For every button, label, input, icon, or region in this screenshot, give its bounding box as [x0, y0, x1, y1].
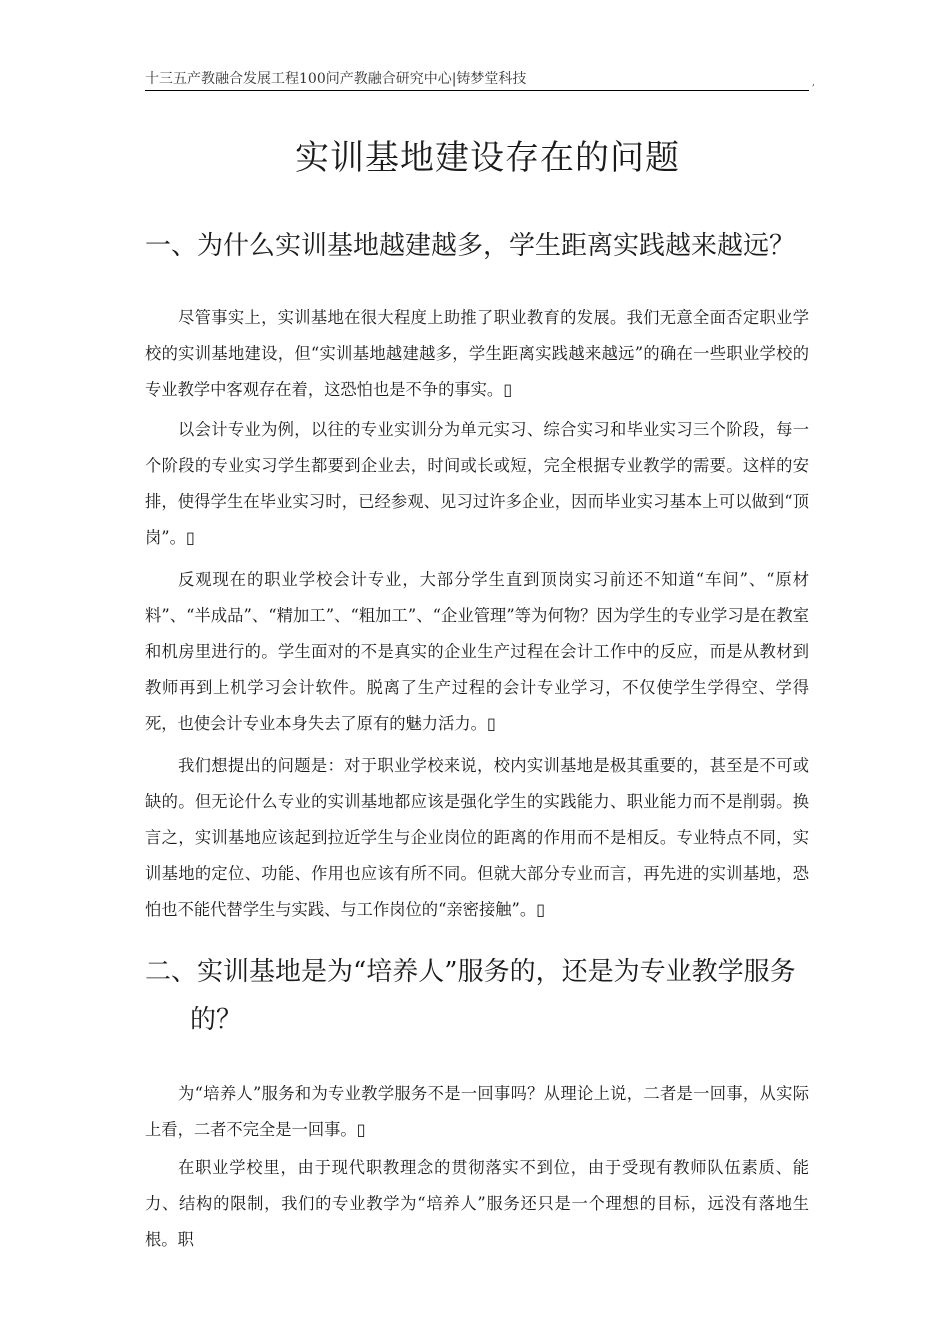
- paragraph: [145, 412, 809, 556]
- paragraph-text: 尽管事实上，实训基地在很大程度上助推了职业教育的发展。我们无意全面否定职业学校的实训基地建设，但“实训基地越建越多，学生距离实践越来越远”的确在一些职业学校的专业教学中客观存在着，这恐怕也是不争的事实。: [145, 308, 809, 399]
- paragraph-text: 反观现在的职业学校会计专业，大部分学生直到顶岗实习前还不知道“车间”、“原材料”、“半成品”、“精加工”、“粗加工”、“企业管理”等为何物？因为学生的专业学习是在教室和机房里进行的。学生面对的不是真实的企业生产过程在会计工作中的反应，而是从教材到教师再到上机学习会计软件。脱离了生产过程的会计专业学习，不仅使学生学得空、学得死，也使会计专业本身失去了原有的魅力活力。: [145, 570, 809, 733]
- paragraph: [145, 300, 809, 408]
- document-title: 实训基地建设存在的问题: [295, 138, 680, 178]
- paragraph-text: 以会计专业为例，以往的专业实训分为单元实习、综合实习和毕业实习三个阶段，每一个阶段的专业实习学生都要到企业去，时间或长或短，完全根据专业教学的需要。这样的安排，使得学生在毕业实习时，已经参观、见习过许多企业，因而毕业实习基本上可以做到“顶岗”。: [145, 420, 809, 547]
- header-text: 十三五产教融合发展工程100问产教融合研究中心|铸梦堂科技: [145, 71, 527, 87]
- section-2-heading-line1: 二、实训基地是为“培养人”服务的，还是为专业教学服务: [145, 957, 796, 987]
- page-header: [145, 68, 815, 91]
- paragraph-mark: ▯: [503, 380, 513, 399]
- section-2-heading-line2: 的？: [190, 1005, 243, 1035]
- paragraph: [145, 562, 809, 742]
- paragraph-text: 我们想提出的问题是：对于职业学校来说，校内实训基地是极其重要的，甚至是不可或缺的。但无论什么专业的实训基地都应该是强化学生的实践能力、职业能力而不是削弱。换言之，实训基地应该起到拉近学生与企业岗位的距离的作用而不是相反。专业特点不同，实训基地的定位、功能、作用也应该有所不同。但就大部分专业而言，再先进的实训基地，恐怕也不能代替学生与实践、与工作岗位的“亲密接触”。: [145, 756, 809, 919]
- paragraph-mark: ▯: [486, 714, 496, 733]
- paragraph: [145, 748, 809, 928]
- section-2-heading: [145, 948, 815, 1044]
- paragraph-text: 在职业学校里，由于现代职教理念的贯彻落实不到位，由于受现有教师队伍素质、能力、结构的限制，我们的专业教学为“培养人”服务还只是一个理想的目标，远没有落地生根。职: [145, 1158, 809, 1249]
- paragraph-mark: ▯: [356, 1120, 366, 1139]
- paragraph: [145, 1076, 809, 1148]
- header-mark: ,: [811, 77, 815, 88]
- paragraph-mark: ▯: [185, 528, 195, 547]
- paragraph-mark: ▯: [536, 900, 546, 919]
- section-1-heading: 一、为什么实训基地越建越多，学生距离实践越来越远？: [145, 231, 796, 261]
- paragraph-text: 为“培养人”服务和为专业教学服务不是一回事吗？从理论上说，二者是一回事，从实际上看，二者不完全是一回事。: [145, 1084, 809, 1139]
- paragraph: [145, 1150, 809, 1258]
